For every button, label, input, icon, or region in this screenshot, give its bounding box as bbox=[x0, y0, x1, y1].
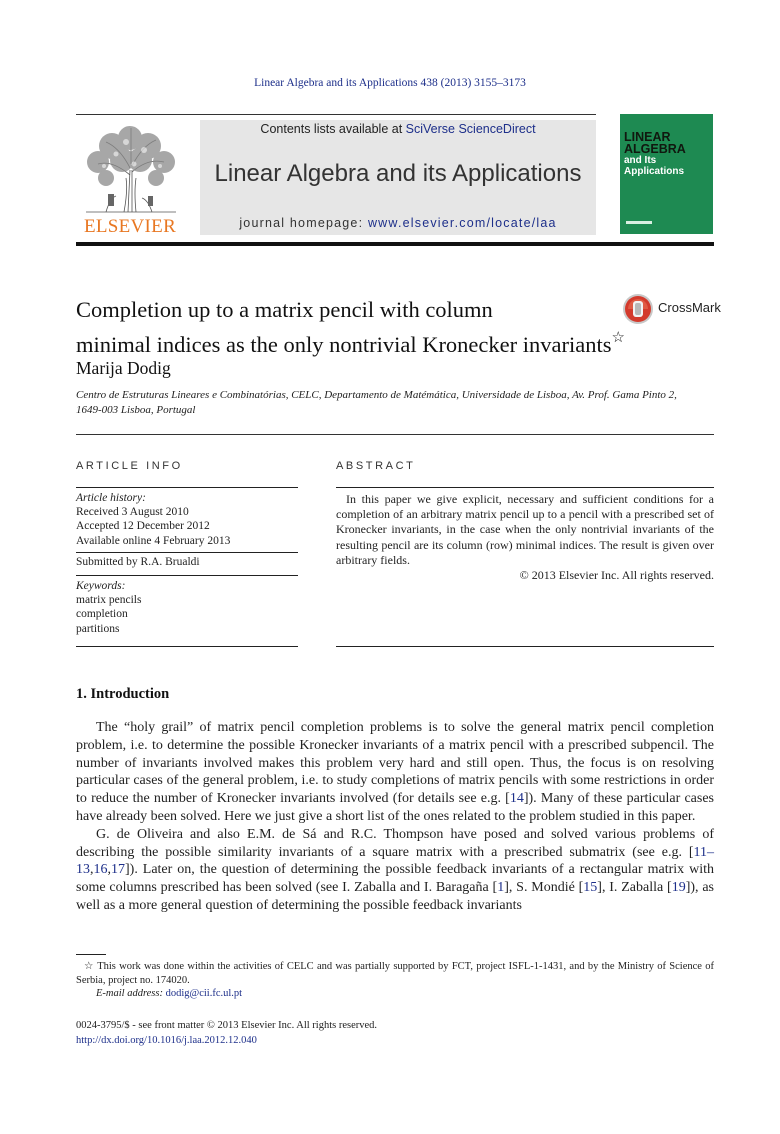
affiliation-line-1: Centro de Estruturas Lineares e Combinatórias, CELC, Departamento de Matémática, Universidade de Lisboa, Av. Prof. Gama Pinto 2, bbox=[76, 389, 677, 401]
author-email-link[interactable]: dodig@cii.fc.ul.pt bbox=[165, 988, 243, 999]
article-info-rule bbox=[76, 487, 298, 488]
received-date: Received 3 August 2010 bbox=[76, 506, 189, 519]
contents-prefix: Contents lists available at bbox=[260, 122, 403, 136]
cover-title-line: and Its bbox=[624, 155, 657, 166]
intro-paragraph-2: G. de Oliveira and also E.M. de Sá and R.C. Thompson have posed and solved various problems of describing the possible similarity invariants of a square matrix with a prescribed submatrix (see e.g. [11–13,16,17]). Later on, the question of determining the possible feedback invariants of a rectangular matrix with some columns prescribed has been solved (see I. Zaballa and I. Baragaña [1], S. Mondié [15], I. Zaballa [19]), as well as a more general question of determining the possible feedback invariants bbox=[76, 826, 714, 913]
footnote bbox=[76, 960, 714, 1001]
abstract-rule bbox=[336, 487, 714, 488]
title-line-1: Completion up to a matrix pencil with column bbox=[76, 297, 493, 322]
elsevier-tree-icon bbox=[76, 120, 184, 216]
paragraph-text: ], I. Zaballa [ bbox=[597, 880, 672, 896]
citation-link[interactable]: 17 bbox=[111, 862, 125, 878]
cover-title-line: LINEAR bbox=[624, 130, 671, 144]
contents-availability bbox=[200, 122, 596, 136]
history-divider bbox=[76, 552, 298, 553]
journal-homepage bbox=[200, 216, 596, 230]
journal-masthead bbox=[200, 120, 596, 235]
title-line-2: minimal indices as the only nontrivial Kronecker invariants bbox=[76, 332, 612, 357]
citation-link[interactable]: 16 bbox=[93, 862, 108, 878]
online-date: Available online 4 February 2013 bbox=[76, 534, 231, 547]
crossmark-icon bbox=[622, 292, 654, 326]
article-title bbox=[76, 296, 636, 359]
citation-link[interactable]: 11–13 bbox=[76, 844, 714, 878]
author-affiliation bbox=[76, 388, 716, 418]
citation-link[interactable]: 1 bbox=[497, 880, 505, 896]
footnote-text: This work was done within the activities of CELC and was partially supported by FCT, project ISFL-1-1431, and by the Ministry of Science of Serbia, project no. 174020. bbox=[76, 961, 714, 986]
abstract-body bbox=[336, 492, 714, 583]
history-label: Article history: bbox=[76, 492, 146, 504]
citation-link[interactable]: 14 bbox=[509, 791, 524, 807]
abstract-copyright: © 2013 Elsevier Inc. All rights reserved. bbox=[519, 568, 714, 583]
issn-line: 0024-3795/$ - see front matter © 2013 Elsevier Inc. All rights reserved. bbox=[76, 1020, 378, 1031]
journal-citation-link[interactable]: Linear Algebra and its Applications 438 (2013) 3155–3173 bbox=[254, 77, 526, 89]
paragraph-text: G. de Oliveira and also E.M. de Sá and R.C. Thompson have posed and solved various problems of describing the possible similarity invariants of a square matrix with a prescribed submatrix (see e.g. [ bbox=[76, 826, 714, 860]
doi-link[interactable]: http://dx.doi.org/10.1016/j.laa.2012.12.040 bbox=[76, 1035, 257, 1046]
keyword: partitions bbox=[76, 622, 120, 635]
homepage-prefix: journal homepage: bbox=[239, 216, 364, 230]
cover-title-line: ALGEBRA bbox=[624, 142, 686, 156]
article-history bbox=[76, 491, 230, 548]
citation-link[interactable]: 19 bbox=[671, 880, 686, 896]
footnote-marker: ☆ bbox=[84, 961, 95, 972]
cover-footer-mark bbox=[626, 221, 652, 224]
footnote-rule bbox=[76, 954, 106, 955]
publisher-wordmark: ELSEVIER bbox=[83, 216, 177, 237]
author-name[interactable]: Marija Dodig bbox=[76, 358, 171, 378]
submitted-by: Submitted by R.A. Brualdi bbox=[76, 556, 200, 568]
paragraph-text: ]). Many of these particular cases have already been solved. Here we just give a short list of the ones related to the problem studied in this paper. bbox=[76, 791, 714, 824]
elsevier-logo[interactable] bbox=[76, 120, 184, 238]
abstract-heading: ABSTRACT bbox=[336, 460, 416, 472]
homepage-link[interactable]: www.elsevier.com/locate/laa bbox=[367, 216, 557, 230]
intro-paragraph-1 bbox=[76, 719, 714, 826]
journal-title: Linear Algebra and its Applications bbox=[214, 160, 582, 187]
keyword: matrix pencils bbox=[76, 594, 142, 607]
paragraph-text: The “holy grail” of matrix pencil completion problems is to solve the general matrix pencil completion problem, i.e. to determine the possible Kronecker invariants of a matrix pencil with a prescribed subpencil. The number of invariants involved makes this problem very hard and still open. Thus, the focus is on resolving particular cases of the general problem, i.e. to study completions of matrix pencils with some restrictions in order to reduce the number of Kronecker invariants involved (for details see e.g. [ bbox=[76, 720, 714, 807]
paragraph-text: ], S. Mondié [ bbox=[504, 880, 584, 896]
article-info-bottom-rule bbox=[76, 646, 298, 647]
submitted-divider bbox=[76, 575, 298, 576]
citation-link[interactable]: 15 bbox=[583, 880, 598, 896]
masthead-top-rule bbox=[76, 114, 596, 115]
crossmark-label: CrossMark bbox=[658, 300, 721, 315]
introduction-body bbox=[76, 719, 714, 915]
introduction-heading: 1. Introduction bbox=[76, 686, 170, 702]
journal-cover-thumbnail[interactable] bbox=[620, 114, 713, 234]
paragraph-text: ]). Later on, the question of determining the possible feedback invariants of a rectangular matrix with some columns prescribed has been solved (see I. Zaballa and I. Baragaña [ bbox=[76, 862, 714, 896]
abstract-text: In this paper we give explicit, necessary and sufficient conditions for a completion of an arbitrary matrix pencil up to a pencil with a prescribed set of Kronecker invariants, in the case when the only nontrivial invariants of the resulting pencil are its column (row) minimal indices. The result is given over arbitrary fields. bbox=[336, 492, 714, 567]
email-label: E-mail address: bbox=[96, 988, 163, 999]
paragraph-text: ]), as well as a more general question of determining the possible feedback invariants bbox=[76, 880, 714, 913]
cover-title-line: Applications bbox=[624, 166, 685, 177]
keywords-block bbox=[76, 579, 141, 636]
affiliation-line-2: 1649-003 Lisboa, Portugal bbox=[76, 404, 196, 416]
article-info-heading: ARTICLE INFO bbox=[76, 460, 183, 472]
title-footnote-marker[interactable]: ☆ bbox=[611, 330, 625, 346]
masthead-bottom-rule bbox=[76, 242, 714, 246]
crossmark-button[interactable] bbox=[622, 292, 721, 326]
keyword: completion bbox=[76, 608, 128, 621]
issn-block bbox=[76, 1018, 714, 1048]
accepted-date: Accepted 12 December 2012 bbox=[76, 520, 210, 533]
header-divider bbox=[76, 434, 714, 435]
keywords-label: Keywords: bbox=[76, 580, 126, 592]
sciencedirect-link[interactable]: SciVerse ScienceDirect bbox=[405, 122, 536, 136]
abstract-bottom-rule bbox=[336, 646, 714, 647]
